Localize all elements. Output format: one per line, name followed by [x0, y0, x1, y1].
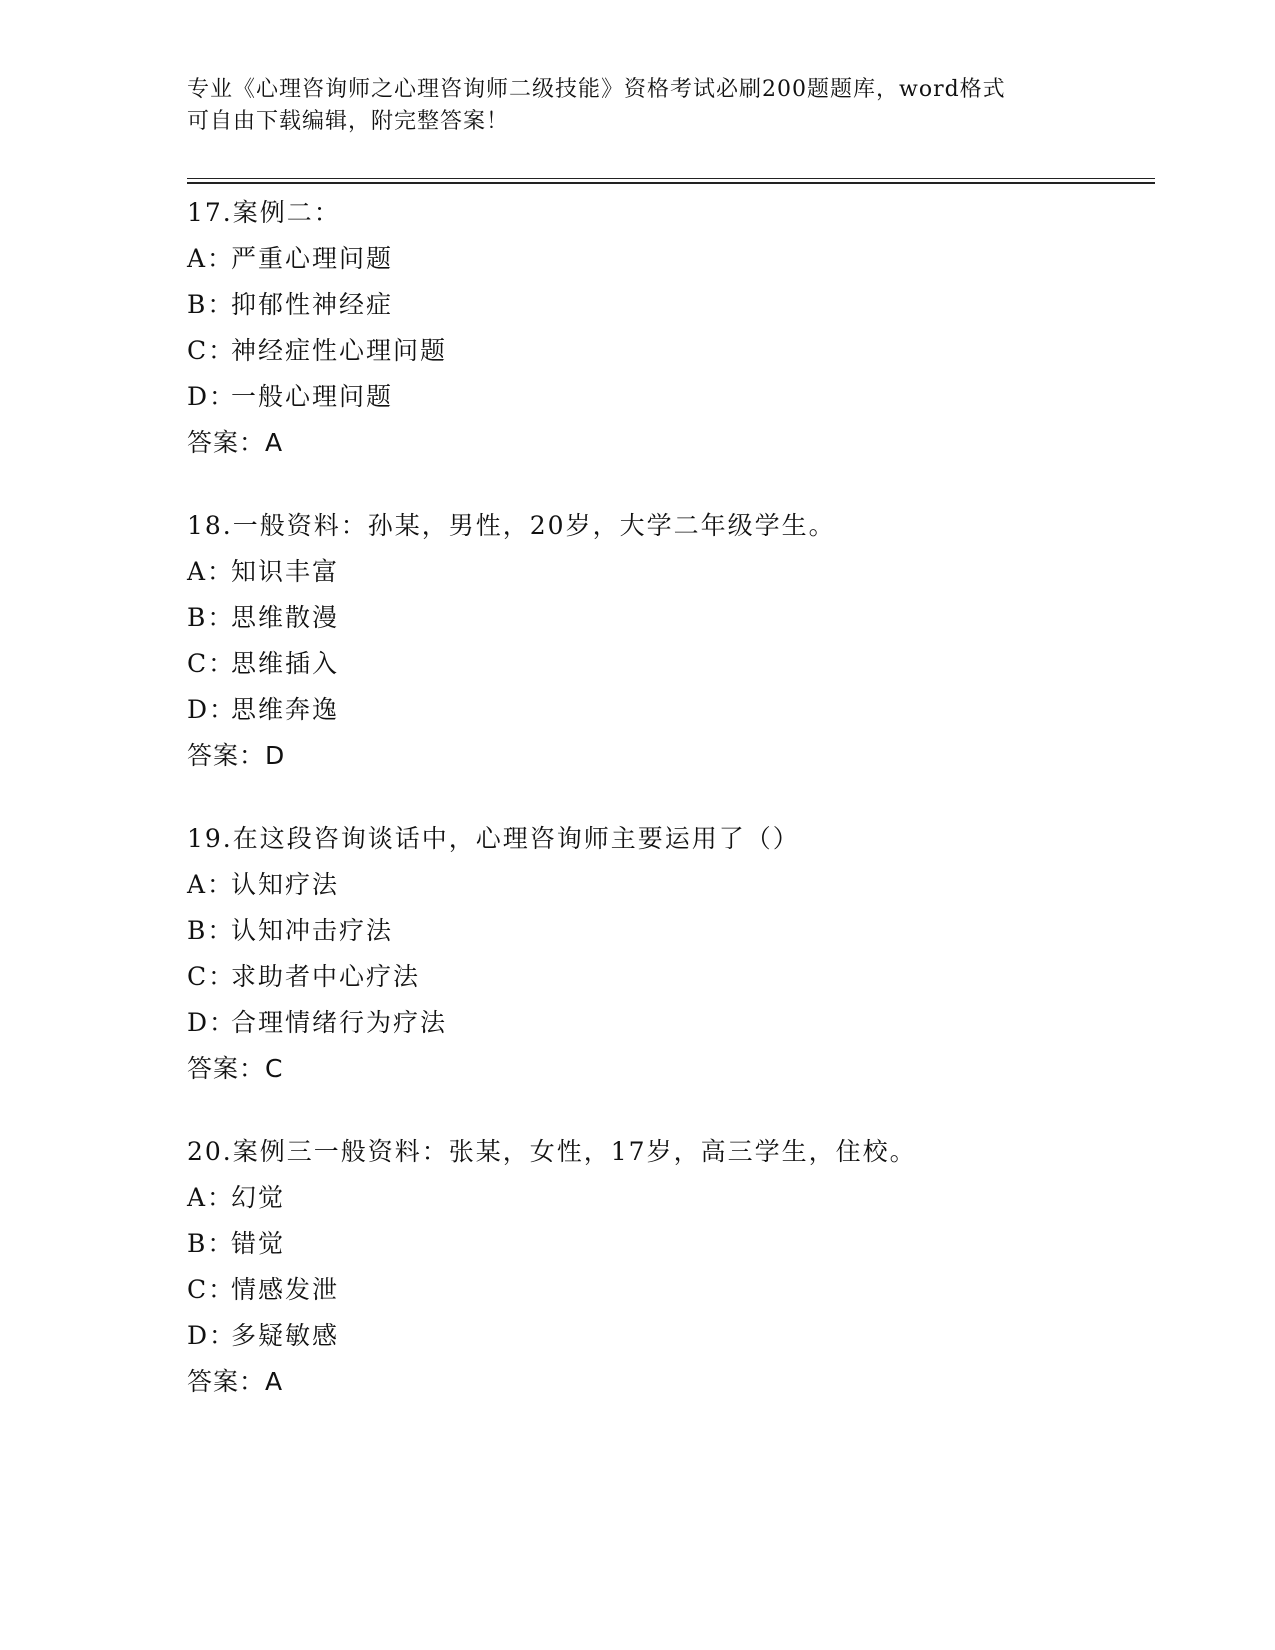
option-d: [187, 1313, 1155, 1359]
option-c: [187, 328, 1155, 374]
option-text: 知识丰富: [231, 557, 340, 586]
option-text: 思维插入: [231, 649, 340, 678]
option-key: B：: [187, 1229, 235, 1258]
question-list: [187, 190, 1155, 1405]
question-20: [187, 1129, 1155, 1405]
header-divider-thin: [187, 178, 1155, 179]
option-text: 抑郁性神经症: [231, 290, 394, 319]
answer-label: 答案：C: [187, 1054, 284, 1083]
option-d: [187, 1000, 1155, 1046]
option-key: A：: [187, 557, 235, 586]
header-divider-thick: [187, 182, 1155, 184]
option-c: [187, 1267, 1155, 1313]
option-text: 求助者中心疗法: [231, 962, 421, 991]
option-text: 幻觉: [231, 1183, 286, 1212]
option-key: C：: [187, 336, 236, 365]
option-b: [187, 1221, 1155, 1267]
question-19: [187, 816, 1155, 1092]
option-text: 认知疗法: [231, 870, 340, 899]
option-text: 错觉: [231, 1229, 286, 1258]
document-header: [187, 74, 1087, 138]
option-key: A：: [187, 870, 235, 899]
question-18: [187, 503, 1155, 779]
option-text: 一般心理问题: [231, 382, 394, 411]
option-text: 思维奔逸: [231, 695, 340, 724]
question-stem: 20.案例三一般资料：张某，女性，17岁，高三学生，住校。: [187, 1137, 917, 1166]
option-b: [187, 282, 1155, 328]
option-key: A：: [187, 244, 235, 273]
option-key: B：: [187, 290, 235, 319]
question-stem: 17.案例二：: [187, 198, 341, 227]
question-stem: 19.在这段咨询谈话中，心理咨询师主要运用了（）: [187, 824, 800, 853]
question-stem: 18.一般资料：孙某，男性，20岁，大学二年级学生。: [187, 511, 836, 540]
option-key: B：: [187, 603, 235, 632]
option-key: D：: [187, 1321, 237, 1350]
option-text: 情感发泄: [231, 1275, 340, 1304]
question-17: [187, 190, 1155, 466]
answer-label: 答案：A: [187, 1367, 284, 1396]
option-a: [187, 236, 1155, 282]
option-key: C：: [187, 962, 236, 991]
option-key: A：: [187, 1183, 235, 1212]
option-text: 思维散漫: [231, 603, 340, 632]
header-line-1: 专业《心理咨询师之心理咨询师二级技能》资格考试必刷200题题库，word格式: [187, 77, 1006, 102]
header-line-2: 可自由下载编辑，附完整答案！: [187, 109, 510, 134]
option-a: [187, 862, 1155, 908]
answer-label: 答案：A: [187, 428, 284, 457]
option-key: C：: [187, 649, 236, 678]
option-text: 认知冲击疗法: [231, 916, 394, 945]
option-b: [187, 908, 1155, 954]
option-text: 合理情绪行为疗法: [231, 1008, 448, 1037]
option-key: D：: [187, 1008, 237, 1037]
answer-label: 答案：D: [187, 741, 286, 770]
option-a: [187, 549, 1155, 595]
option-text: 多疑敏感: [231, 1321, 340, 1350]
option-c: [187, 641, 1155, 687]
option-text: 神经症性心理问题: [231, 336, 448, 365]
option-c: [187, 954, 1155, 1000]
option-text: 严重心理问题: [231, 244, 394, 273]
option-d: [187, 687, 1155, 733]
option-key: D：: [187, 382, 237, 411]
option-key: B：: [187, 916, 235, 945]
option-key: C：: [187, 1275, 236, 1304]
option-d: [187, 374, 1155, 420]
option-key: D：: [187, 695, 237, 724]
option-b: [187, 595, 1155, 641]
option-a: [187, 1175, 1155, 1221]
